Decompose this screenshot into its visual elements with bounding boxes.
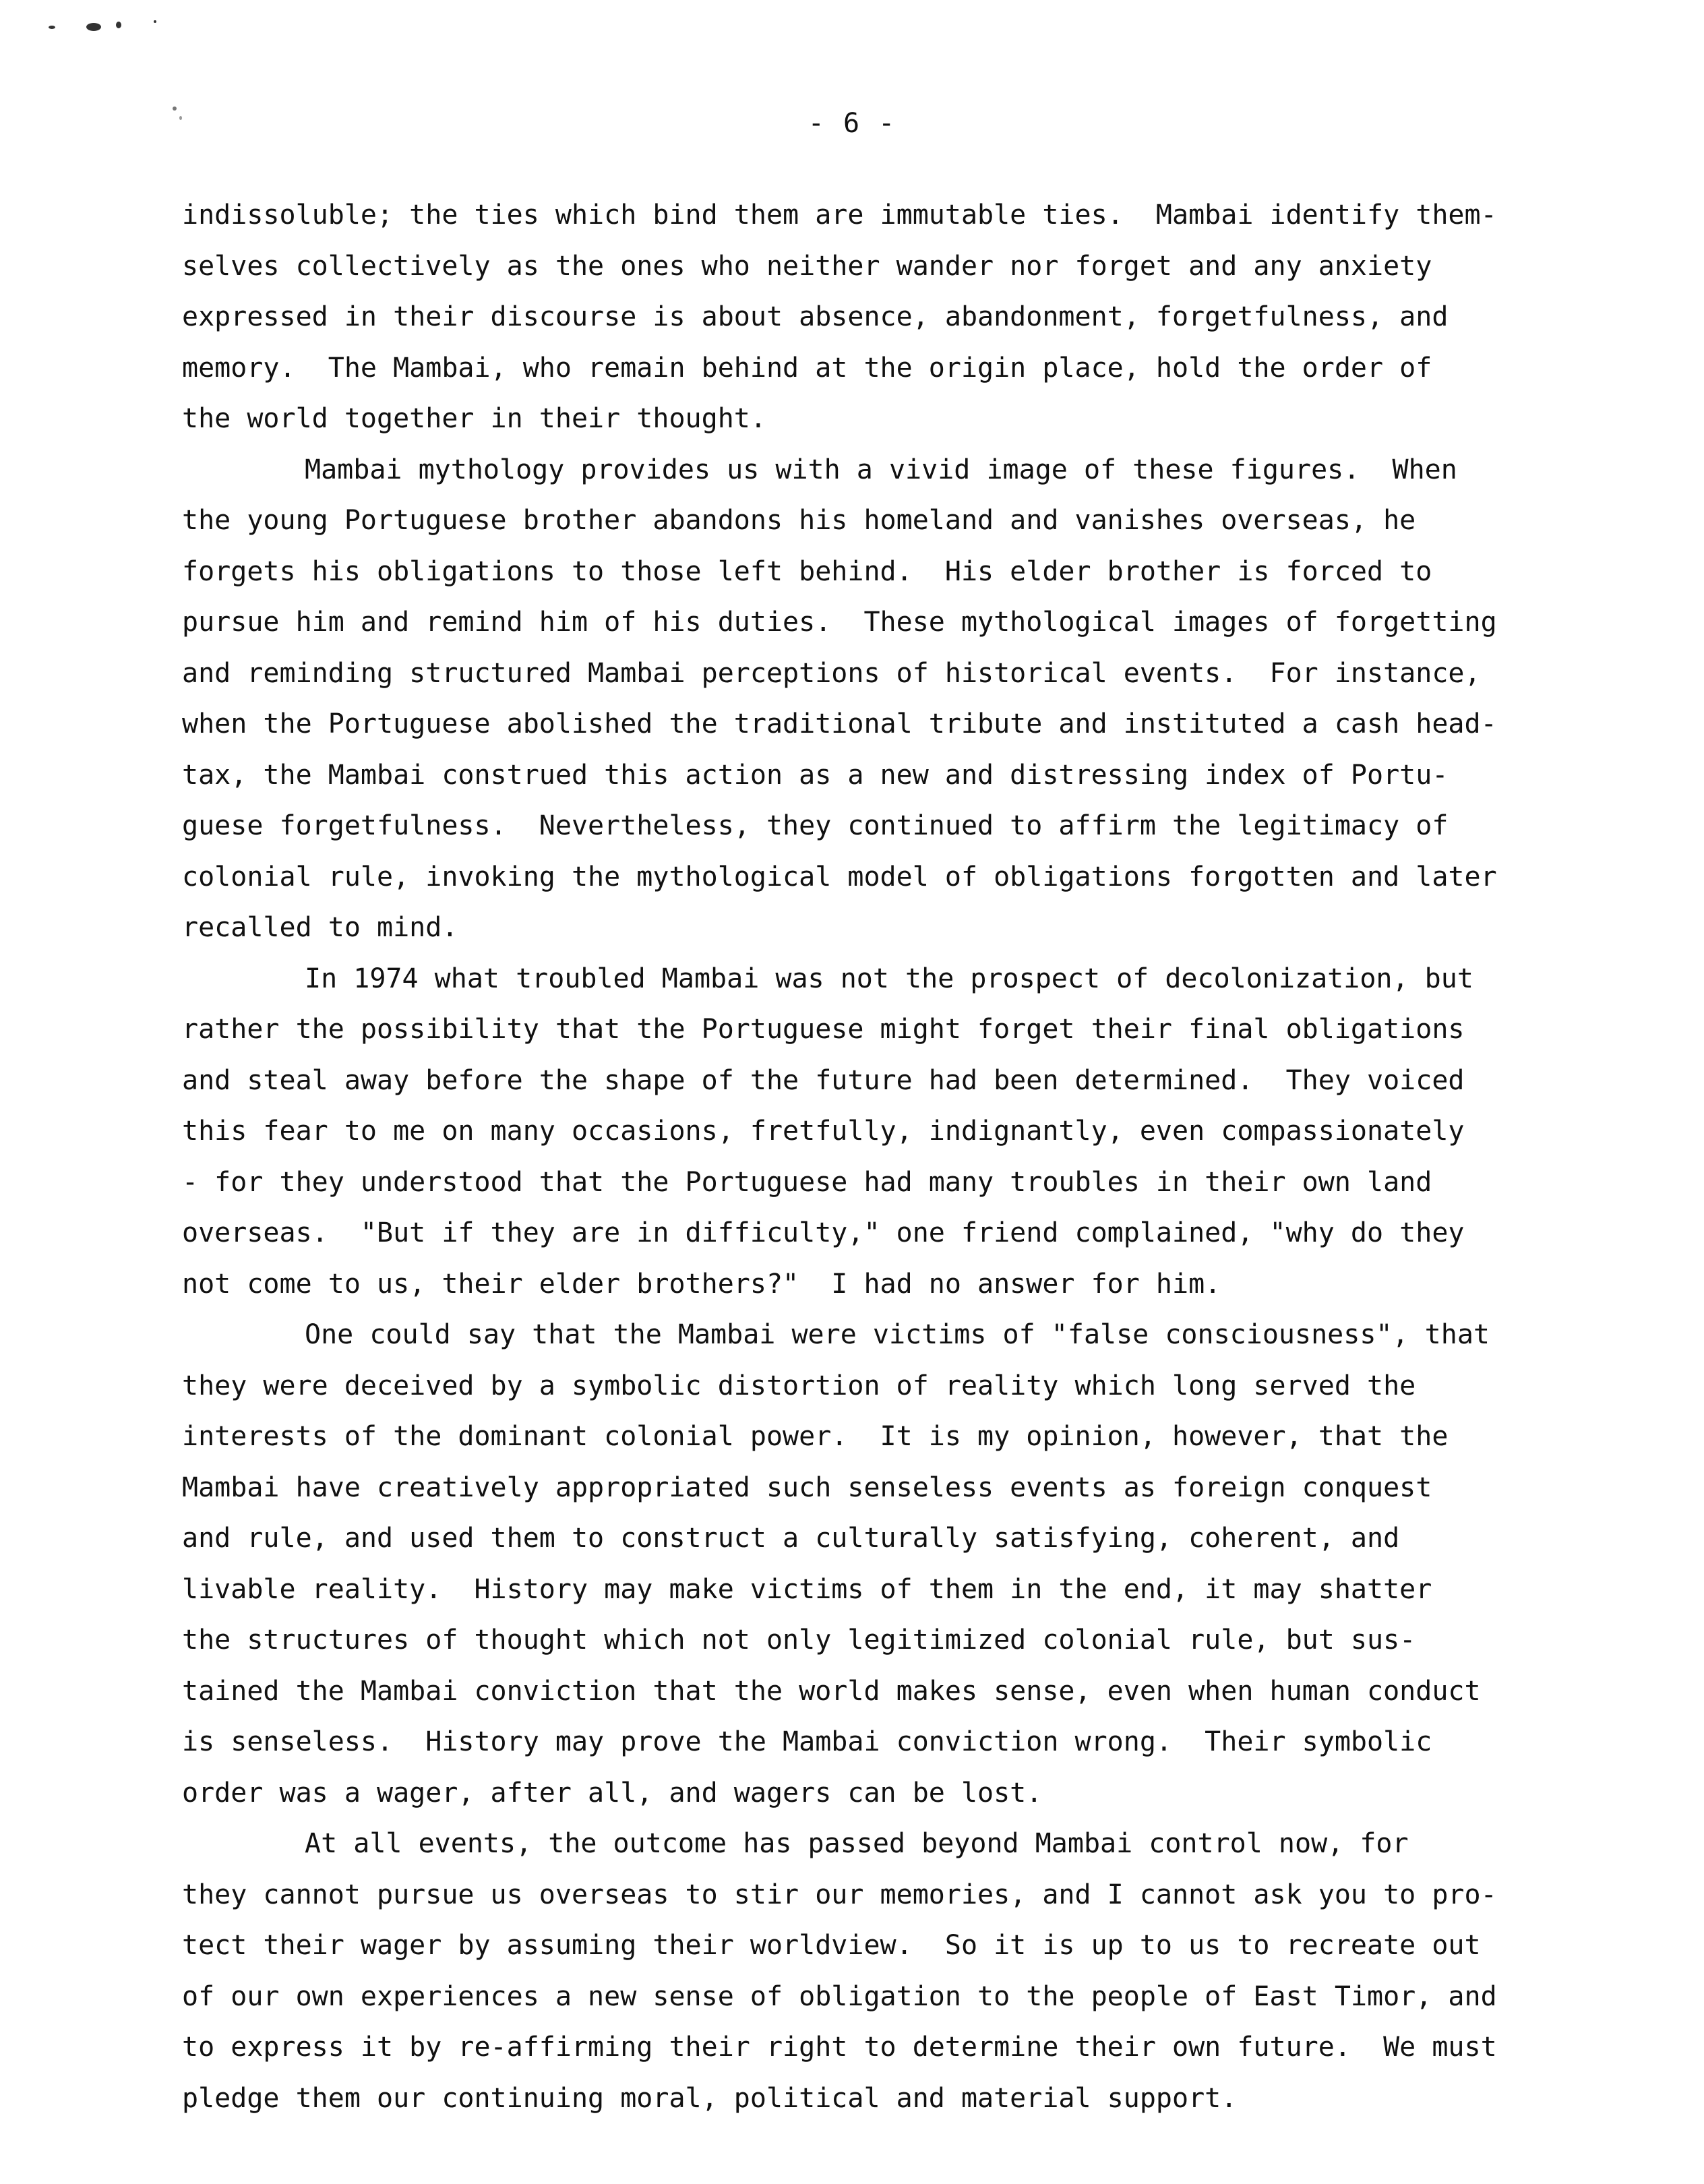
text-line: rather the possibility that the Portuguese might forget their final obligations	[182, 1014, 1465, 1045]
text-line: this fear to me on many occasions, fretfully, indignantly, even compassionately	[182, 1116, 1465, 1147]
text-line: is senseless. History may prove the Mambai conviction wrong. Their symbolic	[182, 1726, 1432, 1757]
text-line: not come to us, their elder brothers?" I had no answer for him.	[182, 1268, 1221, 1300]
text-line: At all events, the outcome has passed beyond Mambai control now, for	[305, 1828, 1409, 1859]
text-line: guese forgetfulness. Nevertheless, they continued to affirm the legitimacy of	[182, 810, 1449, 841]
body-text	[182, 190, 1550, 2124]
scan-speck	[116, 22, 121, 28]
text-line: when the Portuguese abolished the traditional tribute and instituted a cash head-	[182, 708, 1497, 739]
text-line: order was a wager, after all, and wagers can be lost.	[182, 1777, 1043, 1809]
text-line: tained the Mambai conviction that the world makes sense, even when human conduct	[182, 1675, 1481, 1707]
text-line: they were deceived by a symbolic distortion of reality which long served the	[182, 1370, 1416, 1401]
text-line: expressed in their discourse is about absence, abandonment, forgetfulness, and	[182, 301, 1449, 332]
text-line: selves collectively as the ones who neither wander nor forget and any anxiety	[182, 250, 1432, 282]
text-line: memory. The Mambai, who remain behind at the origin place, hold the order of	[182, 352, 1432, 384]
scan-speck	[49, 26, 55, 29]
text-line: colonial rule, invoking the mythological model of obligations forgotten and later	[182, 861, 1497, 892]
text-line: overseas. "But if they are in difficulty," one friend complained, "why do they	[182, 1217, 1465, 1248]
scan-speck	[154, 20, 156, 23]
text-line: and reminding structured Mambai perceptions of historical events. For instance,	[182, 657, 1481, 689]
text-line: indissoluble; the ties which bind them are immutable ties. Mambai identify them-	[182, 200, 1497, 231]
text-line: and rule, and used them to construct a culturally satisfying, coherent, and	[182, 1523, 1400, 1554]
text-line: Mambai have creatively appropriated such senseless events as foreign conquest	[182, 1472, 1432, 1503]
text-line: Mambai mythology provides us with a vivid image of these figures. When	[305, 454, 1457, 485]
text-line: pursue him and remind him of his duties. These mythological images of forgetting	[182, 607, 1497, 638]
text-line: the world together in their thought.	[182, 403, 766, 434]
text-line: to express it by re-affirming their right to determine their own future. We must	[182, 2032, 1497, 2063]
text-line: forgets his obligations to those left behind. His elder brother is forced to	[182, 555, 1432, 587]
text-line: One could say that the Mambai were victims of "false consciousness", that	[305, 1319, 1490, 1350]
text-line: - for they understood that the Portuguese had many troubles in their own land	[182, 1166, 1432, 1198]
page-number: - 6 -	[808, 108, 896, 139]
text-line: livable reality. History may make victims of them in the end, it may shatter	[182, 1573, 1432, 1605]
text-line: In 1974 what troubled Mambai was not the prospect of decolonization, but	[305, 963, 1473, 994]
text-line: tect their wager by assuming their worldview. So it is up to us to recreate out	[182, 1930, 1481, 1961]
text-line: the structures of thought which not only legitimized colonial rule, but sus-	[182, 1625, 1416, 1656]
text-line: of our own experiences a new sense of obligation to the people of East Timor, and	[182, 1980, 1497, 2012]
text-line: interests of the dominant colonial power. It is my opinion, however, that the	[182, 1421, 1449, 1452]
text-line: tax, the Mambai construed this action as a new and distressing index of Portu-	[182, 759, 1449, 791]
text-line: they cannot pursue us overseas to stir our memories, and I cannot ask you to pro-	[182, 1879, 1497, 1910]
text-line: pledge them our continuing moral, political and material support.	[182, 2082, 1238, 2114]
text-line: recalled to mind.	[182, 912, 458, 943]
scan-speck	[86, 23, 101, 31]
text-line: and steal away before the shape of the future had been determined. They voiced	[182, 1064, 1465, 1096]
text-line: the young Portuguese brother abandons his homeland and vanishes overseas, he	[182, 505, 1416, 536]
